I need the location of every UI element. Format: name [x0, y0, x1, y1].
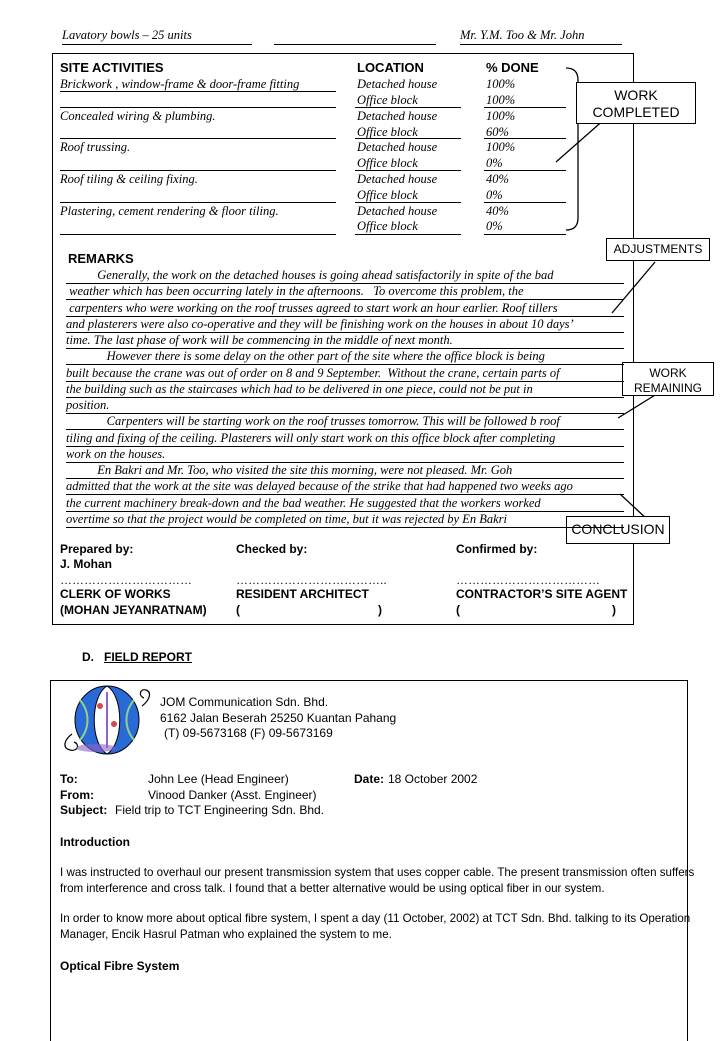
header-left-text: Lavatory bowls – 25 units: [62, 28, 192, 42]
callout-work-remaining-line2: REMAINING: [633, 381, 702, 395]
optical-fibre-heading: Optical Fibre System: [60, 959, 180, 973]
location-3b: Office block: [357, 156, 418, 170]
callout-work-remaining-line1: WORK: [649, 366, 687, 380]
paragraph-1-line-1: I was instructed to overhaul our present transmission system that uses copper cable. The present transmission often suffers: [60, 866, 695, 879]
percent-1a: 100%: [486, 77, 516, 91]
remarks-line: work on the houses.: [66, 447, 624, 463]
checked-label: Checked by:: [236, 542, 308, 556]
remarks-line: Generally, the work on the detached houses is going ahead satisfactorily in spite of the bad: [66, 268, 624, 284]
remarks-line: However there is some delay on the other part of the site where the office block is being: [66, 349, 624, 365]
role-architect-open: (: [236, 603, 240, 617]
percent-3a: 100%: [486, 140, 516, 154]
role-resident-architect: RESIDENT ARCHITECT: [236, 587, 369, 601]
role-agent-open: (: [456, 603, 460, 617]
remarks-line: the building such as the staircases which had to be delivered in one piece, could not be put in: [66, 382, 624, 398]
paragraph-2-line-1: In order to know more about optical fibre system, I spent a day (11 October, 2002) at TCT Sdn. Bhd. talking to its Operation: [60, 912, 691, 925]
location-4a: Detached house: [357, 172, 438, 186]
role-architect-close: ): [378, 603, 382, 617]
activity-2: Concealed wiring & plumbing.: [60, 109, 216, 123]
remarks-line: overtime so that the project would be completed on time, but it was rejected by En Bakri: [66, 512, 624, 528]
remarks-line: position.: [66, 398, 624, 414]
location-5a: Detached house: [357, 204, 438, 218]
paragraph-2-line-2: Manager, Encik Hasrul Patman who explained the system to me.: [60, 928, 392, 941]
subject-value: Field trip to TCT Engineering Sdn. Bhd.: [115, 803, 325, 817]
remarks-line: the current machinery break-down and the bad weather. He suggested that the workers worked: [66, 496, 624, 512]
activity-3: Roof trussing.: [60, 140, 131, 154]
percent-4b: 0%: [486, 188, 503, 202]
percent-2a: 100%: [486, 109, 516, 123]
col-site-activities: SITE ACTIVITIES: [60, 60, 164, 75]
remarks-title: REMARKS: [68, 251, 134, 266]
remarks-line: and plasterers were also co-operative and they will be finishing work on the houses in about 10 days’: [66, 317, 624, 333]
location-5b: Office block: [357, 219, 418, 233]
signature-dots-1: ……………………………: [60, 573, 192, 587]
company-logo-icon: [60, 684, 154, 756]
section-title: FIELD REPORT: [104, 650, 193, 664]
signature-dots-3: ………………………………: [456, 573, 600, 587]
percent-5a: 40%: [486, 204, 509, 218]
remarks-line: weather which has been occurring lately in the afternoons. To overcome this problem, the: [66, 284, 624, 300]
percent-5b: 0%: [486, 219, 503, 233]
section-letter: D.: [82, 650, 94, 664]
date-label: Date:: [354, 772, 385, 786]
location-4b: Office block: [357, 188, 418, 202]
remarks-line: Carpenters will be starting work on the roof trusses tomorrow. This will be followed b roof: [66, 414, 624, 430]
location-1a: Detached house: [357, 77, 438, 91]
company-address: 6162 Jalan Beserah 25250 Kuantan Pahang: [160, 711, 397, 725]
callout-work-completed: [576, 82, 696, 124]
from-label: From:: [60, 788, 94, 802]
subject-label: Subject:: [60, 803, 108, 817]
percent-3b: 0%: [486, 156, 503, 170]
role-agent-close: ): [612, 603, 616, 617]
company-phone: (T) 09-5673168 (F) 09-5673169: [164, 726, 333, 740]
percent-4a: 40%: [486, 172, 509, 186]
callout-work-completed-line2: COMPLETED: [592, 104, 680, 120]
location-2a: Detached house: [357, 109, 438, 123]
callout-adjustments: ADJUSTMENTS: [606, 238, 710, 261]
from-value: Vinood Danker (Asst. Engineer): [148, 788, 317, 802]
location-1b: Office block: [357, 93, 418, 107]
callout-conclusion: CONCLUSION: [566, 516, 670, 544]
signature-dots-2: ………………………………..: [236, 573, 387, 587]
remarks-line: time. The last phase of work will be commencing in the middle of next month.: [66, 333, 624, 349]
remarks-line: built because the crane was out of order on 8 and 9 September. Without the crane, certain parts of: [66, 366, 624, 382]
callout-work-completed-line1: WORK: [614, 87, 658, 103]
role-clerk-name: (MOHAN JEYANRATNAM): [60, 603, 207, 617]
col-percent-done: % DONE: [486, 60, 539, 75]
role-site-agent: CONTRACTOR’S SITE AGENT: [456, 587, 628, 601]
col-location: LOCATION: [357, 60, 424, 75]
completed-pointer: [556, 118, 606, 162]
prepared-label: Prepared by:: [60, 542, 134, 556]
date-value: 18 October 2002: [388, 772, 478, 786]
header-right-text: Mr. Y.M. Too & Mr. John: [460, 28, 585, 42]
remarks-line: En Bakri and Mr. Too, who visited the site this morning, were not pleased. Mr. Goh: [66, 463, 624, 479]
to-label: To:: [60, 772, 78, 786]
role-clerk-of-works: CLERK OF WORKS: [60, 587, 171, 601]
to-value: John Lee (Head Engineer): [148, 772, 289, 786]
location-3a: Detached house: [357, 140, 438, 154]
company-name: JOM Communication Sdn. Bhd.: [160, 695, 329, 709]
remarks-line: tiling and fixing of the ceiling. Plasterers will only start work on this office block after completing: [66, 431, 624, 447]
percent-1b: 100%: [486, 93, 516, 107]
introduction-heading: Introduction: [60, 835, 130, 849]
prepared-name: J. Mohan: [60, 557, 113, 571]
remarks-line: carpenters who were working on the roof trusses agreed to start work an hour earlier. Roof tillers: [66, 301, 624, 317]
callout-work-remaining: [622, 362, 714, 396]
paragraph-1-line-2: from interference and cross talk. I found that a better alternative would be using optical fiber in our system.: [60, 882, 605, 895]
activity-4: Roof tiling & ceiling fixing.: [60, 172, 198, 186]
confirmed-label: Confirmed by:: [456, 542, 538, 556]
percent-2b: 60%: [486, 125, 509, 139]
activity-5: Plastering, cement rendering & floor tiling.: [60, 204, 279, 218]
activity-1: Brickwork , window-frame & door-frame fitting: [60, 77, 300, 91]
location-2b: Office block: [357, 125, 418, 139]
remarks-line: admitted that the work at the site was delayed because of the strike that had happened two weeks ago: [66, 479, 624, 495]
